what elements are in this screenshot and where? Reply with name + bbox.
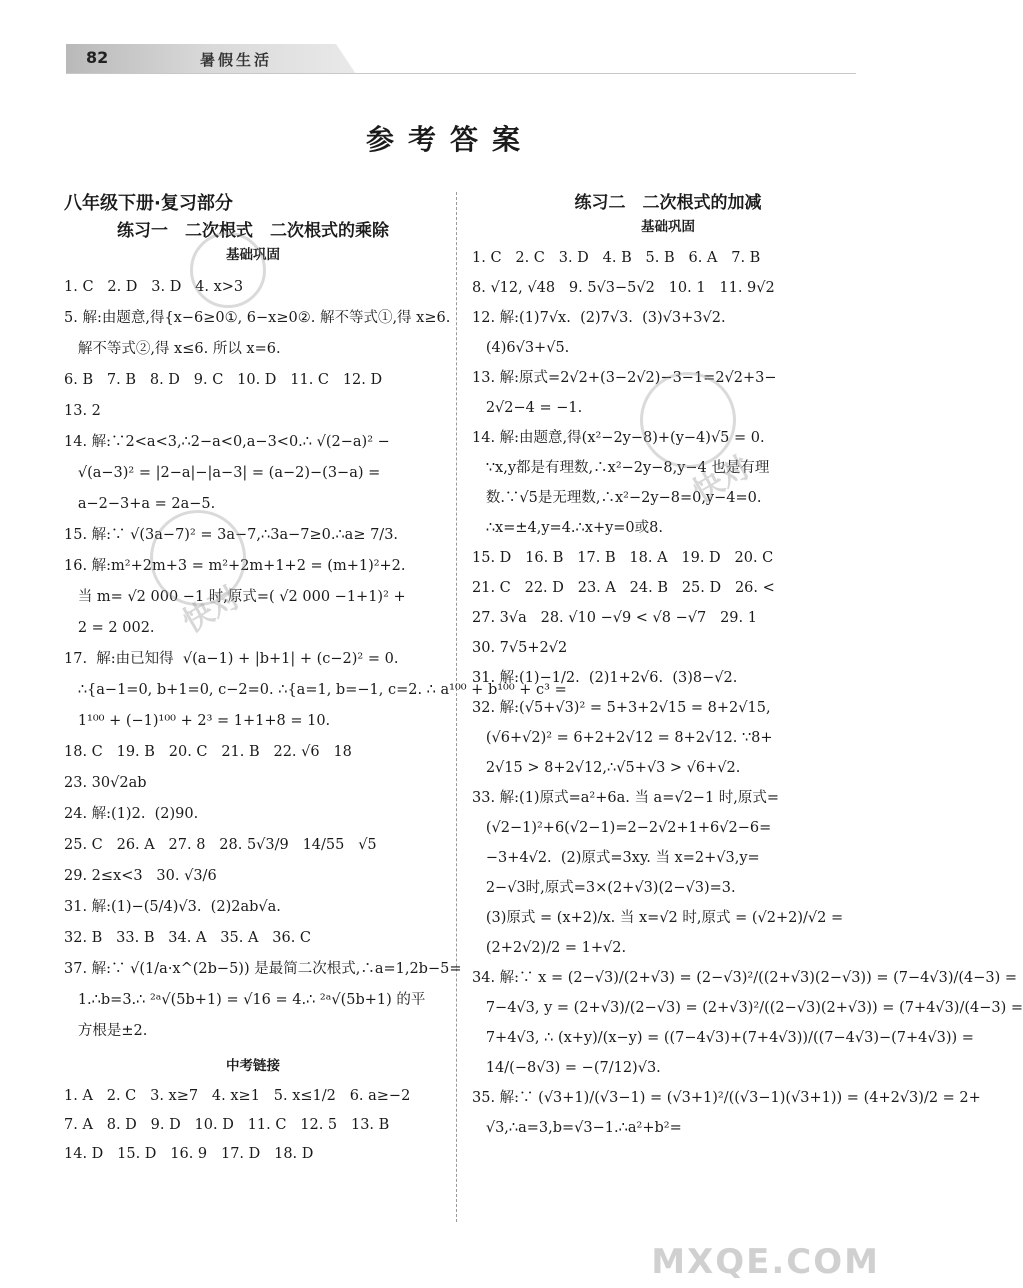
answer-line: 15. 解:∵ √(3a−7)² = 3a−7,∴3a−7≥0.∴a≥ 7/3. [64, 527, 399, 543]
subheading-basics: 基础巩固 [226, 247, 280, 263]
section-heading: 八年级下册·复习部分 [64, 193, 233, 214]
answer-line: 32. B 33. B 34. A 35. A 36. C [64, 930, 312, 946]
watermark-seal [190, 232, 266, 308]
answer-line: 方根是±2. [64, 1023, 148, 1039]
answer-line: 34. 解:∵ x = (2−√3)/(2+√3) = (2−√3)²/((2+√3)(2−√3)) = (7−4√3)/(4−3) = [472, 970, 1018, 986]
answer-line: 35. 解:∵ (√3+1)/(√3−1) = (√3+1)²/((√3−1)(√3+1)) = (4+2√3)/2 = 2+ [472, 1090, 981, 1106]
answer-line: −3+4√2. (2)原式=3xy. 当 x=2+√3,y= [472, 850, 760, 866]
answer-line: 当 m= √2 000 −1 时,原式=( √2 000 −1+1)² + [64, 589, 406, 605]
answer-line: 14. D 15. D 16. 9 17. D 18. D [64, 1146, 314, 1162]
answer-line: 1¹⁰⁰ + (−1)¹⁰⁰ + 2³ = 1+1+8 = 10. [64, 713, 331, 729]
answer-line: 24. 解:(1)2. (2)90. [64, 806, 199, 822]
answer-line: 8. √12, √48 9. 5√3−5√2 10. 1 11. 9√2 [472, 280, 775, 296]
answer-line: ∵x,y都是有理数,∴x²−2y−8,y−4 也是有理 [472, 460, 770, 476]
answer-line: a−2−3+a = 2a−5. [64, 496, 216, 512]
answer-line: 25. C 26. A 27. 8 28. 5√3/9 14/55 √5 [64, 837, 377, 853]
answer-line: 31. 解:(1)−(5/4)√3. (2)2ab√a. [64, 899, 281, 915]
answer-line: 33. 解:(1)原式=a²+6a. 当 a=√2−1 时,原式= [472, 790, 780, 806]
answer-line: 2√2−4 = −1. [472, 400, 583, 416]
answer-line: 14. 解:由题意,得(x²−2y−8)+(y−4)√5 = 0. [472, 430, 765, 446]
answer-line: 31. 解:(1)−1/2. (2)1+2√6. (3)8−√2. [472, 670, 738, 686]
answer-line: 1. C 2. D 3. D 4. x>3 [64, 279, 244, 295]
watermark-stamp: 快对 [177, 579, 247, 641]
answer-line: 16. 解:m²+2m+3 = m²+2m+1+2 = (m+1)²+2. [64, 558, 406, 574]
answer-line: 14. 解:∵2<a<3,∴2−a<0,a−3<0.∴ √(2−a)² − [64, 434, 390, 450]
book-title: 暑假生活 [200, 51, 273, 69]
answer-line: 7+4√3, ∴ (x+y)/(x−y) = ((7−4√3)+(7+4√3))/((7−4√3)−(7+4√3)) = [472, 1030, 974, 1046]
answer-line: 21. C 22. D 23. A 24. B 25. D 26. < [472, 580, 775, 596]
answer-line: 23. 30√2ab [64, 775, 147, 791]
answer-line: 14/(−8√3) = −(7/12)√3. [472, 1060, 661, 1076]
answer-line: 7. A 8. D 9. D 10. D 11. C 12. 5 13. B [64, 1117, 390, 1133]
answer-line: ∴{a−1=0, b+1=0, c−2=0. ∴{a=1, b=−1, c=2. ∴ a¹⁰⁰ + b¹⁰⁰ + c³ = [64, 682, 567, 698]
answer-line: 30. 7√5+2√2 [472, 640, 568, 656]
answer-list-exam [64, 1086, 442, 1164]
answer-line: 17. 解:由已知得 √(a−1) + |b+1| + (c−2)² = 0. [64, 651, 399, 667]
page-number: 82 [86, 48, 109, 67]
answer-line: 37. 解:∵ √(1/a·x^(2b−5)) 是最简二次根式,∴a=1,2b−5= [64, 961, 462, 977]
answer-line: 29. 2≤x<3 30. √3/6 [64, 868, 217, 884]
answer-line: 1. A 2. C 3. x≥7 4. x≥1 5. x≤1/2 6. a≥−2 [64, 1088, 411, 1104]
watermark-stamp: 快对 [687, 449, 757, 511]
answer-line: (√6+√2)² = 6+2+2√12 = 8+2√12. ∵8+ [472, 730, 773, 746]
answer-line: 13. 解:原式=2√2+(3−2√2)−3−1=2√2+3− [472, 370, 777, 386]
answer-line: 5. 解:由题意,得{x−6≥0①, 6−x≥0②. 解不等式①,得 x≥6. [64, 310, 451, 326]
answer-line: √(a−3)² = |2−a|−|a−3| = (a−2)−(3−a) = [64, 465, 381, 481]
answer-line: (4)6√3+√5. [472, 340, 570, 356]
answer-line: 解不等式②,得 x≤6. 所以 x=6. [64, 341, 281, 357]
answer-line: 数.∵√5是无理数,∴x²−2y−8=0,y−4=0. [472, 490, 762, 506]
answer-line: 15. D 16. B 17. B 18. A 19. D 20. C [472, 550, 774, 566]
answer-line: (3)原式 = (x+2)/x. 当 x=√2 时,原式 = (√2+2)/√2 = [472, 910, 844, 926]
answer-line: 12. 解:(1)7√x. (2)7√3. (3)√3+3√2. [472, 310, 726, 326]
page-title: 参考答案 [365, 123, 534, 156]
answer-line: 6. B 7. B 8. D 9. C 10. D 11. C 12. D [64, 372, 383, 388]
subheading-exam-link: 中考链接 [226, 1058, 280, 1074]
header-rule [66, 73, 856, 74]
answer-line: 18. C 19. B 20. C 21. B 22. √6 18 [64, 744, 352, 760]
answer-line: 2√15 > 8+2√12,∴√5+√3 > √6+√2. [472, 760, 741, 776]
answer-line: 13. 2 [64, 403, 101, 419]
answer-line: (2+2√2)/2 = 1+√2. [472, 940, 627, 956]
answer-line: ∴x=±4,y=4.∴x+y=0或8. [472, 520, 663, 536]
answer-line: 32. 解:(√5+√3)² = 5+3+2√15 = 8+2√15, [472, 700, 771, 716]
subheading-basics-2: 基础巩固 [641, 219, 695, 235]
answer-line: 1.∴b=3.∴ ²ᵃ√(5b+1) = √16 = 4.∴ ²ᵃ√(5b+1) 的平 [64, 992, 426, 1008]
header-band [66, 44, 856, 74]
answer-line: 27. 3√a 28. √10 −√9 < √8 −√7 29. 1 [472, 610, 757, 626]
column-divider [456, 192, 457, 1222]
answer-line: 7−4√3, y = (2+√3)/(2−√3) = (2+√3)²/((2−√3)(2+√3)) = (7+4√3)/(4−3) = [472, 1000, 1023, 1016]
corner-watermark: MXQE.COM [651, 1242, 880, 1282]
exercise-heading-2: 练习二 二次根式的加减 [574, 193, 762, 213]
right-column [472, 190, 1023, 1138]
page-header [0, 40, 900, 76]
exercise-heading: 练习一 二次根式 二次根式的乘除 [117, 221, 389, 241]
answer-line: 2−√3时,原式=3×(2+√3)(2−√3)=3. [472, 880, 736, 896]
answer-line: (√2−1)²+6(√2−1)=2−2√2+1+6√2−6= [472, 820, 772, 836]
answer-line: 1. C 2. C 3. D 4. B 5. B 6. A 7. B [472, 250, 761, 266]
answer-line: 2 = 2 002. [64, 620, 155, 636]
answer-line: √3,∴a=3,b=√3−1.∴a²+b²= [472, 1120, 682, 1136]
